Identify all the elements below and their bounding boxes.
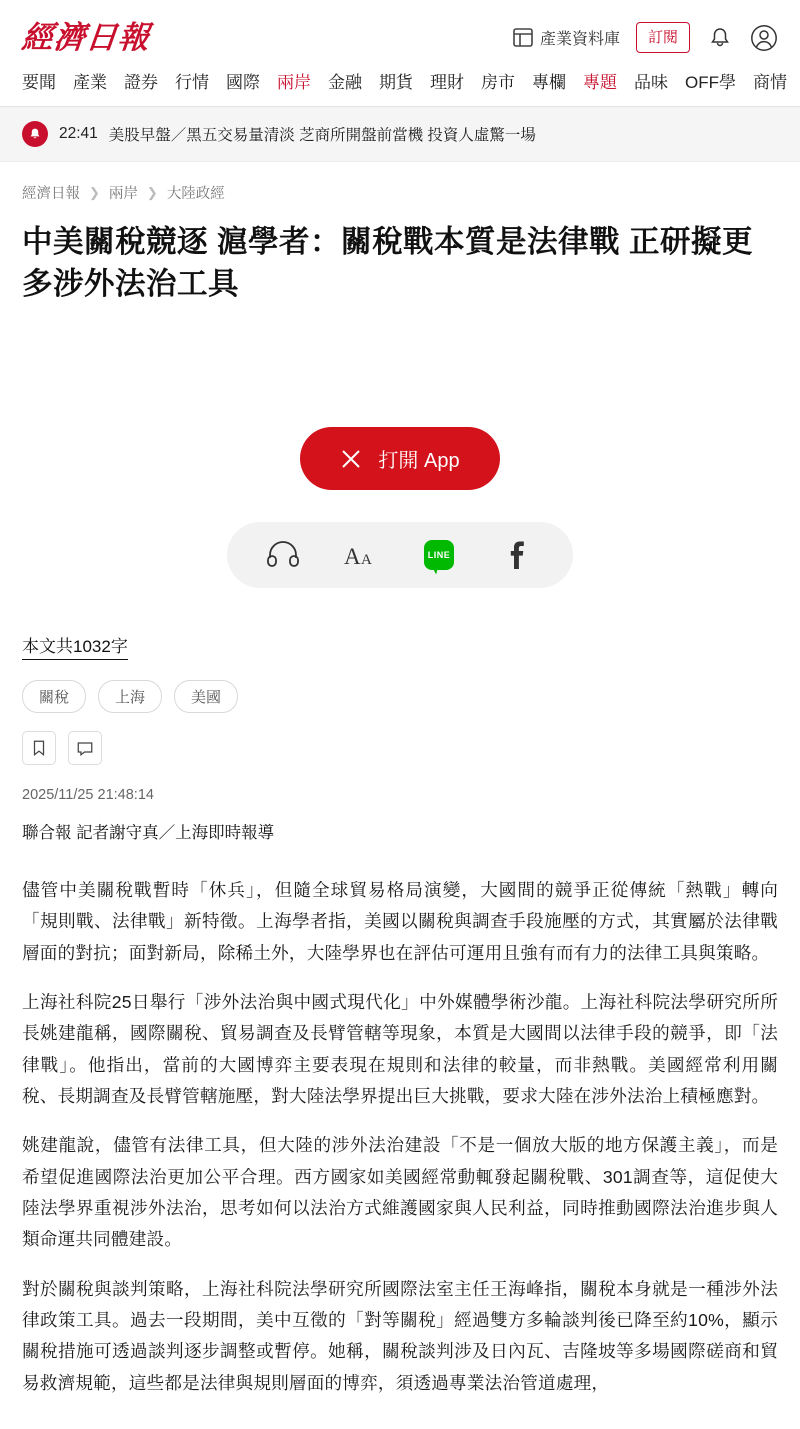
page-title: 中美關稅競逐 滬學者：關稅戰本質是法律戰 正研擬更多涉外法治工具 [22,225,753,302]
word-count: 本文共1032字 [22,632,128,660]
chevron-right-icon: ❯ [89,184,100,200]
line-share-icon[interactable] [417,538,461,572]
nav-item-10[interactable]: 專欄 [532,73,566,92]
article-paragraph: 對於關稅與談判策略，上海社科院法學研究所國際法室主任王海峰指，關稅本身就是一種涉外法律政策工具。過去一段期間，美中互徵的「對等關稅」經過雙方多輪談判後已降至約10%，顯示關稅措施可透過談判逐步調整或暫停。她稱，關稅談判涉及日內瓦、吉隆坡等多場國際磋商和貿易救濟規範，這些都是法律與規則層面的博弈，須透過專業法治管道處理， [22,1278,778,1393]
nav-item-9[interactable]: 房市 [481,73,515,92]
publish-timestamp: 2025/11/25 21:48:14 [22,787,154,804]
open-app-cta-container [0,427,800,490]
headphones-icon[interactable] [261,538,305,572]
nav-item-4[interactable]: 國際 [226,73,260,92]
article-toolbar [227,522,573,588]
article-paragraph: 上海社科院25日舉行「涉外法治與中國式現代化」中外媒體學術沙龍。上海社科院法學研究所所長姚建龍稱，國際關稅、貿易調查及長臂管轄等現象，本質是大國間以法律手段的競爭，即「法律戰」。他指出，當前的大國博弈主要表現在規則和法律的較量，而非熱戰。美國經常利用關稅、長期調查及長臂管轄施壓，對大陸法學界提出巨大挑戰，要求大陸在涉外法治上積極應對。 [22,992,778,1107]
main-nav [0,65,800,107]
subscribe-button[interactable]: 訂閱 [636,22,690,53]
industry-database-label: 產業資料庫 [539,31,620,48]
nav-item-12[interactable]: 品味 [634,73,668,92]
facebook-share-icon[interactable] [495,538,539,572]
article-actions [0,713,800,765]
nav-item-7[interactable]: 期貨 [379,73,413,92]
database-icon [513,27,533,49]
nav-item-5[interactable]: 兩岸 [277,73,311,92]
byline: 聯合報 記者謝守真／上海即時報導 [22,824,275,843]
line-logo: LINE [424,540,454,570]
tag-item[interactable]: 關稅 [22,680,86,713]
nav-item-0[interactable]: 要聞 [22,73,56,92]
bookmark-icon[interactable] [22,731,56,765]
breadcrumb-item-1[interactable]: 兩岸 [108,186,138,202]
tag-item[interactable]: 美國 [174,680,238,713]
article-toolbar-container [0,522,800,588]
alert-time: 22:41 [59,125,98,142]
nav-item-14[interactable]: 商情 [753,73,787,92]
nav-item-6[interactable]: 金融 [328,73,362,92]
site-logo[interactable]: 經濟日報 [20,20,152,55]
nav-item-11[interactable]: 專題 [583,73,617,92]
svg-text:A: A [344,544,361,570]
tag-item[interactable]: 上海 [98,680,162,713]
nav-item-13[interactable]: OFF學 [685,73,736,92]
comment-icon[interactable] [68,731,102,765]
top-bar-actions [513,22,778,53]
open-app-label: 打開 App [378,450,460,473]
tag-list [0,660,800,713]
nav-item-2[interactable]: 證券 [124,73,158,92]
alert-bell-icon [22,121,48,147]
open-app-button[interactable] [300,427,499,490]
chevron-right-icon: ❯ [146,184,158,200]
article-body [0,843,800,1429]
word-count-wrap [0,588,800,660]
svg-text:A: A [361,552,372,569]
article-paragraph: 儘管中美關稅戰暫時「休兵」，但隨全球貿易格局演變，大國間的競爭正從傳統「熱戰」轉向「規則戰、法律戰」新特徵。上海學者指，美國以關稅與調查手段施壓的方式，其實屬於法律戰層面的對抗；面對新局，除稀土外，大陸學界也在評估可運用且強有而有力的法律工具與策略。 [22,880,778,963]
bell-icon[interactable] [706,24,734,52]
breadcrumb-item-2[interactable]: 大陸政經 [166,186,225,202]
breaking-news-bar[interactable] [0,107,800,162]
nav-item-3[interactable]: 行情 [175,73,209,92]
breadcrumb-item-0[interactable]: 經濟日報 [22,186,80,202]
breadcrumb [0,162,800,207]
top-bar [0,0,800,65]
close-icon[interactable] [340,448,362,470]
user-account-icon[interactable] [750,24,778,52]
font-size-icon[interactable] [339,538,383,572]
nav-item-1[interactable]: 產業 [73,73,107,92]
industry-database-link[interactable] [513,26,620,49]
article-paragraph: 姚建龍說，儘管有法律工具，但大陸的涉外法治建設「不是一個放大版的地方保護主義」，而是希望促進國際法治更加公平合理。西方國家如美國經常動輒發起關稅戰、301調查等，這促使大陸法學界重視涉外法治，思考如何以法治方式維護國家與人民利益，同時推動國際法治進步與人類命運共同體建設。 [22,1135,778,1250]
nav-item-8[interactable]: 理財 [430,73,464,92]
alert-text: 美股早盤／黑五交易量清淡 芝商所開盤前當機 投資人虛驚一場 [108,127,536,144]
